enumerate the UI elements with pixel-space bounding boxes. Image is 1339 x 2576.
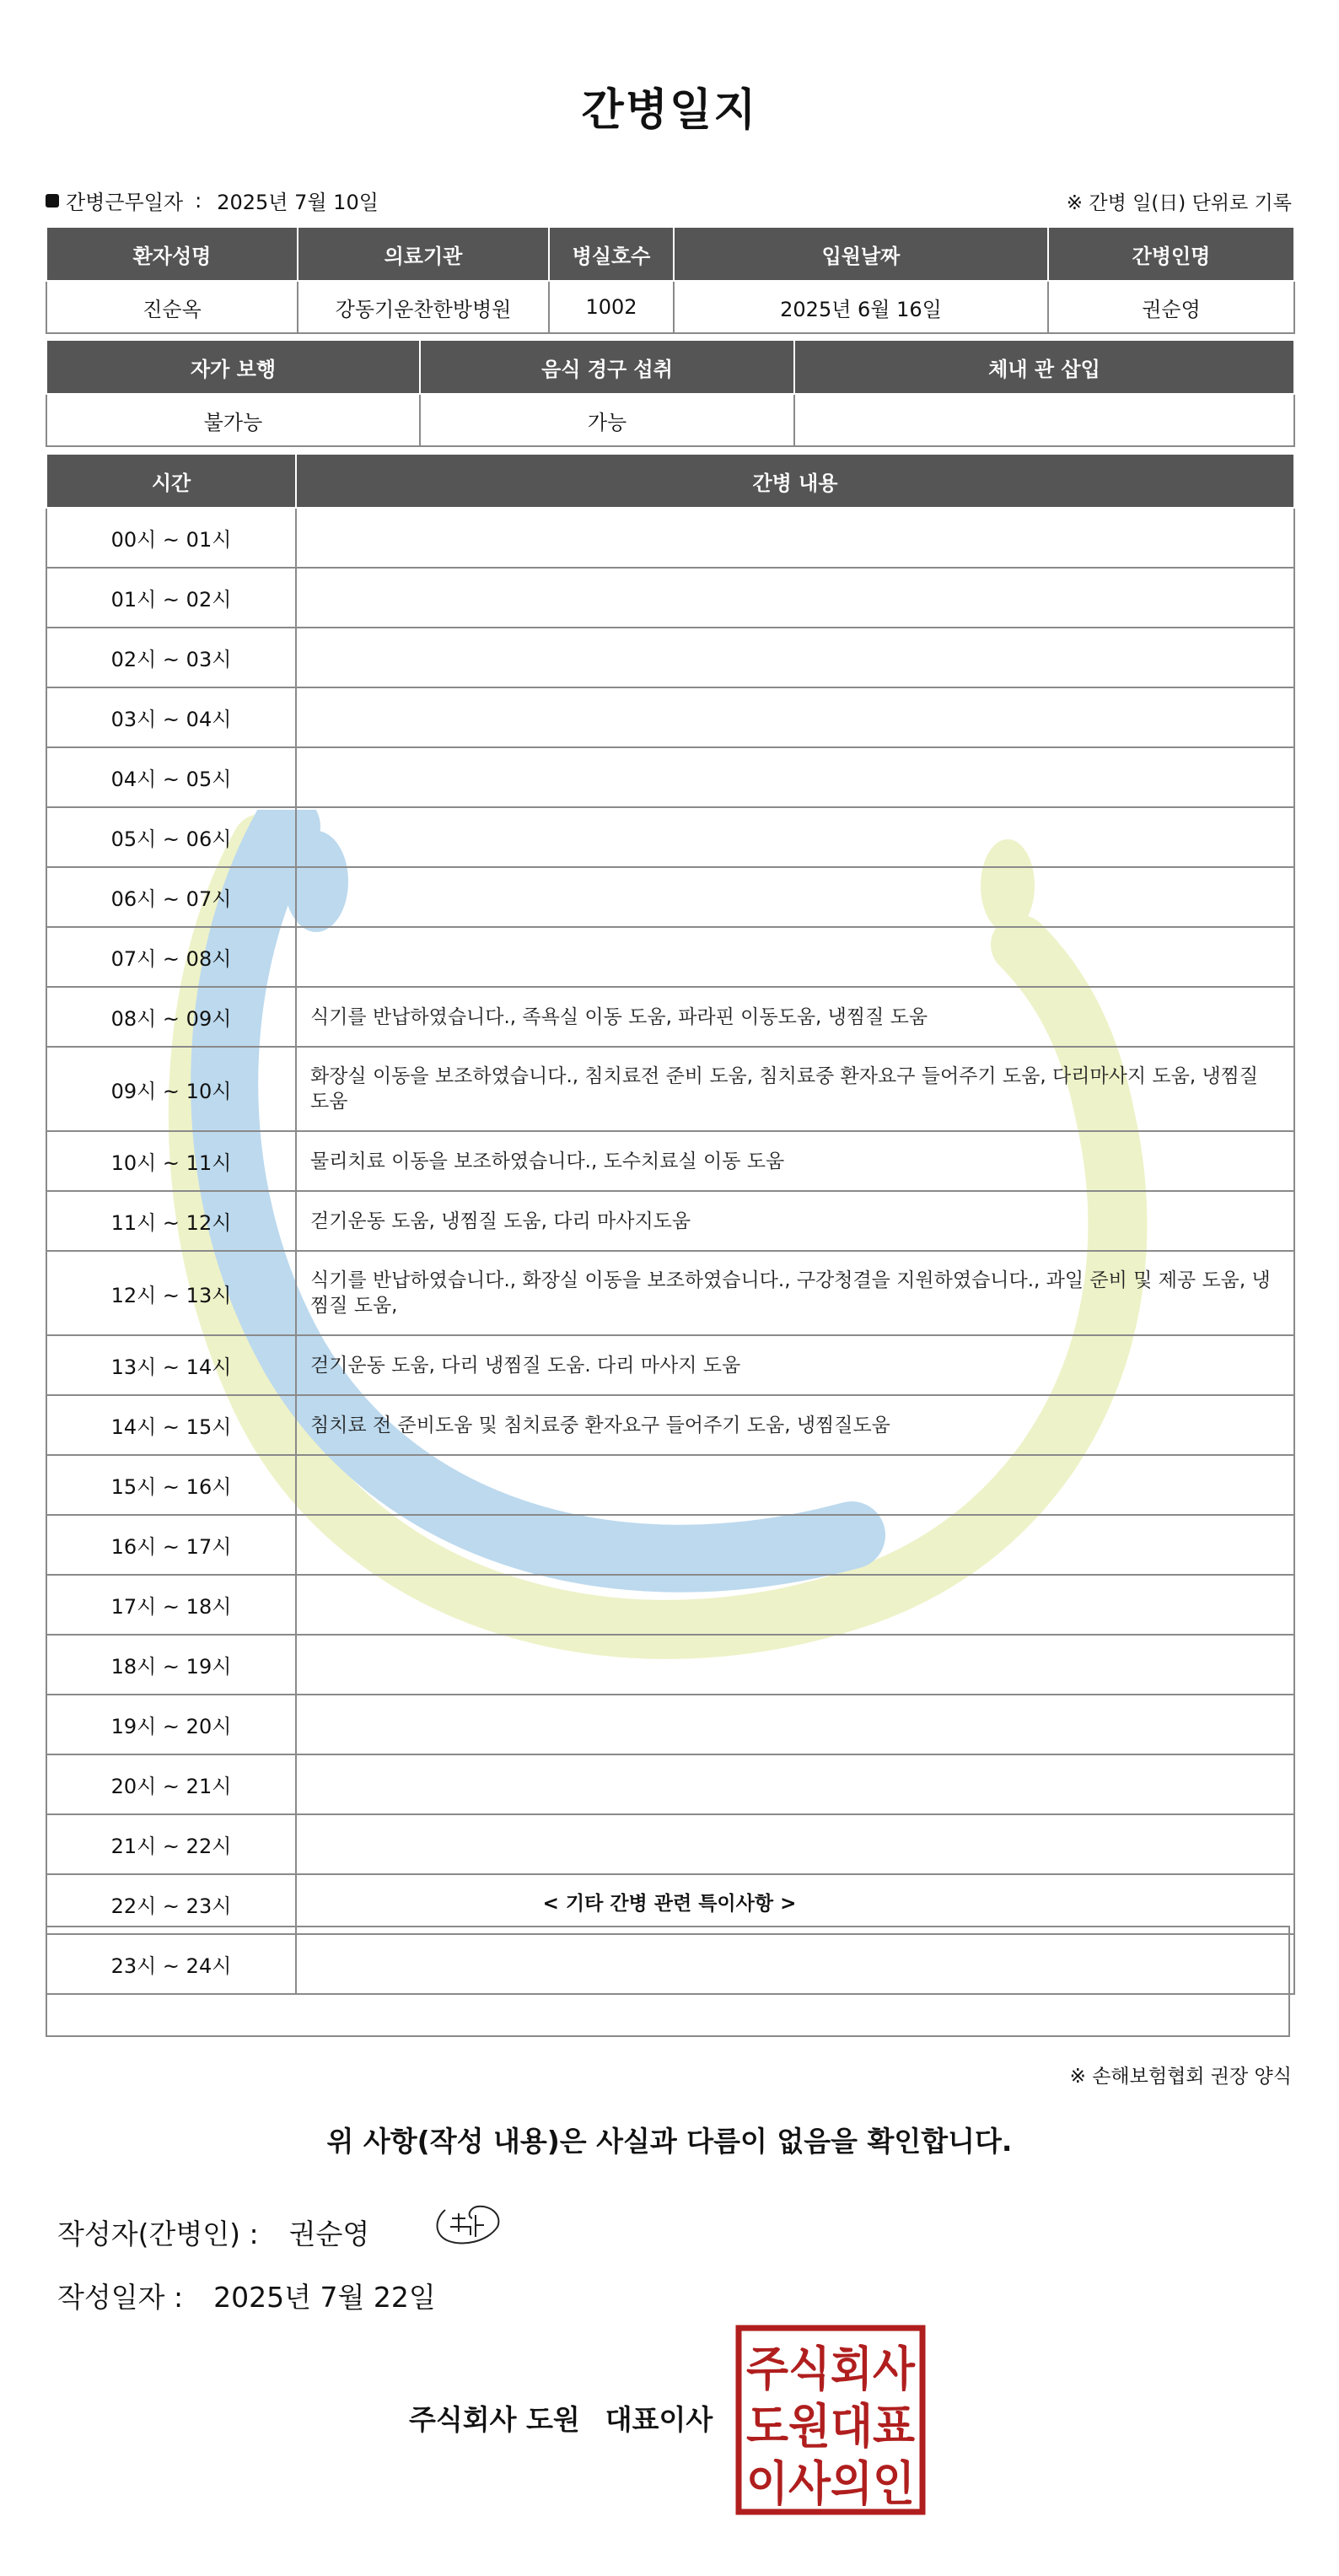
svg-text:주식회사: 주식회사 [746,2342,916,2397]
caregiver-name: 권순영 [1048,281,1294,333]
header-care-content: 간병 내용 [296,454,1294,508]
hospital-name: 강동기운찬한방병원 [298,281,549,333]
care-log-time: 19시 ~ 20시 [46,1695,296,1754]
care-log-row [46,1047,1294,1131]
care-log-row [46,1575,1294,1635]
header-tube-insertion: 체내 관 삽입 [794,340,1294,394]
author-name: 권순영 [288,2218,370,2250]
work-date-value: 2025년 7월 10일 [217,191,379,214]
care-log-row [46,987,1294,1047]
square-bullet-icon [46,194,59,207]
care-log-time: 17시 ~ 18시 [46,1575,296,1635]
care-log-row [46,1515,1294,1575]
unit-note: ※ 간병 일(日) 단위로 기록 [1066,192,1292,214]
care-log-time: 21시 ~ 22시 [46,1814,296,1874]
care-log-content [296,927,1294,987]
author-label: 작성자(간병인) : [57,2218,259,2250]
care-log-time: 08시 ~ 09시 [46,987,296,1047]
care-log-time: 22시 ~ 23시 [46,1874,296,1934]
header-oral-intake: 음식 경구 섭취 [420,340,794,394]
work-date-separator: : [195,188,202,213]
care-log-row [46,927,1294,987]
handwritten-signature-icon [428,2193,504,2252]
care-log-content [296,628,1294,687]
written-date-label: 작성일자 : [57,2281,184,2314]
care-log-row [46,1455,1294,1515]
care-log-time: 06시 ~ 07시 [46,867,296,927]
room-number: 1002 [549,281,674,333]
care-log-content: 걷기운동 도움, 냉찜질 도움, 다리 마사지도움 [296,1191,1294,1251]
care-log-content [296,1934,1294,1994]
care-log-row [46,508,1294,568]
care-log-content [296,1814,1294,1874]
tube-insertion-value [794,394,1294,446]
care-log-time: 02시 ~ 03시 [46,628,296,687]
care-log-time: 03시 ~ 04시 [46,687,296,747]
care-log-row [46,1395,1294,1455]
care-log-time: 23시 ~ 24시 [46,1934,296,1994]
care-log-time: 05시 ~ 06시 [46,807,296,867]
care-log-content [296,1515,1294,1575]
care-log-row [46,628,1294,687]
care-log-time: 00시 ~ 01시 [46,508,296,568]
admission-date: 2025년 6월 16일 [674,281,1048,333]
header-caregiver-name: 간병인명 [1048,227,1294,281]
care-log-time: 15시 ~ 16시 [46,1455,296,1515]
patient-info-table [46,226,1295,334]
care-log-row [46,1335,1294,1395]
care-log-content [296,867,1294,927]
care-log-time: 09시 ~ 10시 [46,1047,296,1131]
care-log-content [296,807,1294,867]
care-log-row [46,1754,1294,1814]
care-log-content: 걷기운동 도움, 다리 냉찜질 도움. 다리 마사지 도움 [296,1335,1294,1395]
patient-value-row [46,281,1294,333]
care-log-content [296,1874,1294,1934]
page-title: 간병일지 [581,85,758,136]
care-log-content: 화장실 이동을 보조하였습니다., 침치료전 준비 도움, 침치료중 환자요구 들어주기 도움, 다리마사지 도움, 냉찜질 도움 [296,1047,1294,1131]
care-log-content: 식기를 반납하였습니다., 족욕실 이동 도움, 파라핀 이동도움, 냉찜질 도움 [296,987,1294,1047]
care-log-time: 20시 ~ 21시 [46,1754,296,1814]
care-log-row [46,687,1294,747]
company-title: 대표이사 [605,2403,713,2436]
care-log-row [46,1695,1294,1754]
company-seal-icon [735,2325,926,2515]
work-date-label: 간병근무일자 [66,191,184,214]
care-log-row [46,1874,1294,1934]
care-log-content: 식기를 반납하였습니다., 화장실 이동을 보조하였습니다., 구강청결을 지원하였습니다., 과일 준비 및 제공 도움, 냉찜질 도움, [296,1251,1294,1335]
header-admission-date: 입원날짜 [674,227,1048,281]
written-date-value: 2025년 7월 22일 [213,2281,436,2314]
care-log-content [296,747,1294,807]
patient-status-table [46,339,1295,447]
care-log-time: 18시 ~ 19시 [46,1635,296,1695]
care-log-content [296,508,1294,568]
form-source-note: ※ 손해보험협회 권장 양식 [1069,2066,1292,2088]
company-signature-line [409,2398,713,2438]
care-log-content: 침치료 전 준비도움 및 침치료중 환자요구 들어주기 도움, 냉찜질도움 [296,1395,1294,1455]
header-time: 시간 [46,454,296,508]
header-room-number: 병실호수 [549,227,674,281]
care-log-row [46,1814,1294,1874]
care-log-row [46,1251,1294,1335]
care-log-time: 01시 ~ 02시 [46,568,296,628]
care-log-table [46,453,1295,1995]
care-log-content [296,1575,1294,1635]
svg-text:이사의인: 이사의인 [746,2457,915,2512]
care-log-time: 10시 ~ 11시 [46,1131,296,1191]
care-log-body [46,508,1294,1994]
care-log-content: 물리치료 이동을 보조하였습니다., 도수치료실 이동 도움 [296,1131,1294,1191]
header-patient-name: 환자성명 [46,227,298,281]
svg-text:도원대표: 도원대표 [746,2400,915,2455]
care-log-content [296,1754,1294,1814]
care-log-row [46,807,1294,867]
header-hospital: 의료기관 [298,227,549,281]
patient-header-row [46,227,1294,281]
author-line [57,2212,369,2252]
care-log-time: 12시 ~ 13시 [46,1251,296,1335]
care-log-row [46,747,1294,807]
oral-intake-value: 가능 [420,394,794,446]
status-value-row [46,394,1294,446]
care-log-row [46,1934,1294,1994]
care-log-time: 13시 ~ 14시 [46,1335,296,1395]
confirmation-statement: 위 사항(작성 내용)은 사실과 다름이 없음을 확인합니다. [326,2125,1013,2158]
care-log-row [46,568,1294,628]
care-log-header-row [46,454,1294,508]
self-walking-value: 불가능 [46,394,420,446]
written-date-line [57,2276,436,2315]
company-name: 주식회사 도원 [409,2403,580,2436]
care-log-time: 16시 ~ 17시 [46,1515,296,1575]
care-log-time: 04시 ~ 05시 [46,747,296,807]
care-log-content [296,1635,1294,1695]
status-header-row [46,340,1294,394]
care-log-content [296,687,1294,747]
care-log-content [296,568,1294,628]
care-log-time: 07시 ~ 08시 [46,927,296,987]
work-date-row [46,186,379,215]
care-log-row [46,867,1294,927]
care-log-time: 14시 ~ 15시 [46,1395,296,1455]
header-self-walking: 자가 보행 [46,340,420,394]
care-log-content [296,1695,1294,1754]
care-log-row [46,1191,1294,1251]
care-log-content [296,1455,1294,1515]
special-notes-title: < 기타 간병 관련 특이사항 > [542,1893,797,1915]
care-log-time: 11시 ~ 12시 [46,1191,296,1251]
care-log-row [46,1635,1294,1695]
care-log-row [46,1131,1294,1191]
patient-name: 진순옥 [46,281,298,333]
